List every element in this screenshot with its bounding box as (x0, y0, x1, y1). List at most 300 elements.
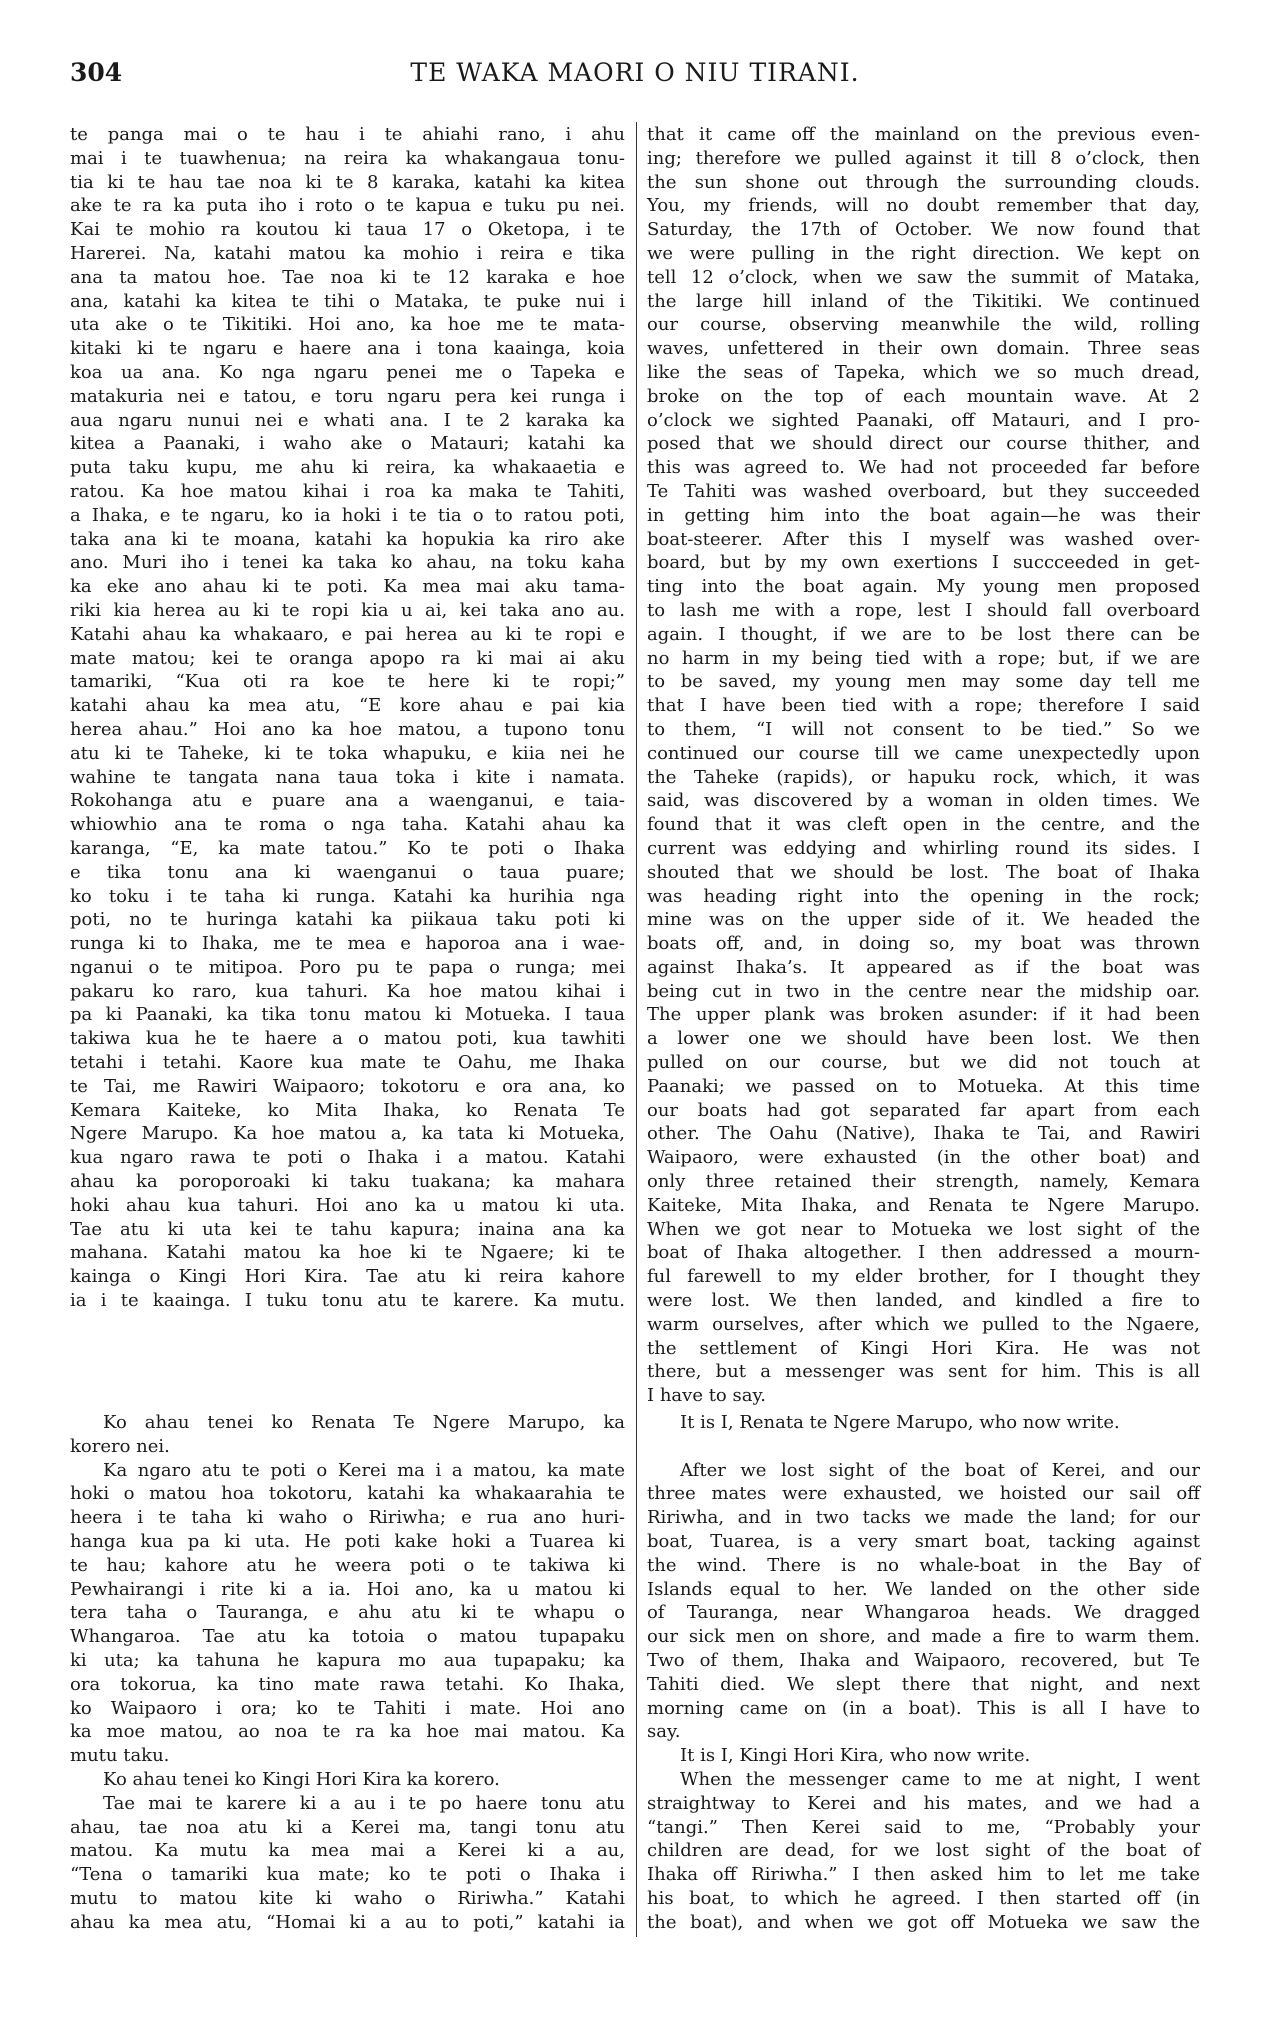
text-line (647, 480, 1200, 504)
text-line-content: his boat, to which he agreed. I then started off (in (647, 1887, 1200, 1909)
text-line-content: ka eke ano ahau ki te poti. Ka mea mai aku tama- (70, 576, 625, 598)
text-line (70, 1122, 625, 1146)
text-line-content: tetahi i tetahi. Kaore kua mate te Oahu, me Ihaka (70, 1052, 625, 1074)
text-line-content: Saturday, the 17th of October. We now found that (647, 219, 1200, 241)
text-line-content: the boat), and when we got off Motueka we saw the (647, 1911, 1200, 1933)
text-line-content: Whangaroa. Tae atu ka totoia o matou tupapaku (70, 1626, 625, 1648)
text-line (647, 885, 1200, 909)
text-line-content: When we got near to Motueka we lost sight of the (647, 1218, 1200, 1240)
text-line (70, 1146, 625, 1170)
text-line (70, 623, 625, 647)
text-line (647, 1768, 1200, 1792)
text-line (647, 1384, 1200, 1408)
text-line (647, 670, 1200, 694)
paragraph (70, 1768, 625, 1792)
text-line (647, 1887, 1200, 1911)
text-line-content: tia ki te hau tae noa ki te 8 karaka, katahi ka kitea (70, 171, 625, 193)
text-line (70, 742, 625, 766)
text-line-content: ful farewell to my elder brother, for I thought they (647, 1266, 1200, 1288)
text-line-content: mutu to matou kite ki waho o Ririwha.” Katahi (70, 1887, 625, 1909)
text-line-content: mine was on the upper side of it. We headed the (647, 909, 1200, 931)
text-line (70, 885, 625, 909)
text-line-content: Kai te mohio ra koutou ki taua 17 o Oketopa, i te (70, 219, 625, 241)
text-line (647, 1241, 1200, 1265)
text-line-content: Harerei. Na, katahi matou ka mohio i reira e tika (70, 242, 625, 264)
text-line (647, 147, 1200, 171)
text-line-content: morning came on (in a boat). This is all I have to (647, 1697, 1200, 1719)
text-line (70, 147, 625, 171)
text-line-content: in getting him into the boat again—he was their (647, 504, 1200, 526)
text-line-content: ing; therefore we pulled against it till 8 o’clock, then (647, 147, 1200, 169)
text-line (70, 1911, 625, 1935)
text-line (647, 766, 1200, 790)
english-column-bottom (647, 1411, 1200, 1935)
text-line (647, 1649, 1200, 1673)
text-line (70, 266, 625, 290)
text-line (647, 1720, 1200, 1744)
text-line-content: Islands equal to her. We landed on the other side (647, 1578, 1200, 1600)
text-line (70, 1839, 625, 1863)
text-line-content: kitaki ki te ngaru e haere ana i tona kaainga, koia (70, 338, 625, 360)
text-line (647, 218, 1200, 242)
text-line (647, 1459, 1200, 1483)
text-line-content: boat, Tuarea, is a very smart boat, tacking against (647, 1530, 1200, 1552)
text-line-content: mai i te tuawhenua; na reira ka whakangaua tonu- (70, 147, 625, 169)
text-line-content: ko toku i te taha ki runga. Katahi ka hurihia nga (70, 885, 625, 907)
text-line-content: this was agreed to. We had not proceeded far before (647, 457, 1200, 479)
text-line-content: Ko ahau tenei ko Kingi Hori Kira ka korero. (103, 1768, 500, 1790)
text-line-content: a Ihaka, e te ngaru, ko ia hoki i te tia o to ratou poti, (70, 504, 625, 526)
text-line (647, 980, 1200, 1004)
text-line-content: no harm in my being tied with a rope; but, if we are (647, 647, 1200, 669)
text-line-content: tamariki, “Kua oti ra koe te here ki te ropi;” (70, 671, 625, 693)
text-line (70, 1194, 625, 1218)
text-line (70, 361, 625, 385)
text-line-content: ahau, tae noa atu ki a Kerei ma, tangi tonu atu (70, 1816, 625, 1838)
text-line (70, 599, 625, 623)
text-line-content: shouted that we should be lost. The boat of Ihaka (647, 861, 1200, 883)
text-line-content: Ririwha, and in two tacks we made the land; for our (647, 1507, 1200, 1529)
text-line-content: mutu taku. (70, 1745, 170, 1767)
text-line (70, 1578, 625, 1602)
text-line-content: e tika tonu ana ki waenganui o taua puare; (70, 861, 625, 883)
text-line-content: herea ahau.” Hoi ano ka hoe matou, a tupono tonu (70, 718, 625, 740)
text-line (70, 551, 625, 575)
text-line-content: whiowhio ana te roma o nga taha. Katahi ahau ka (70, 814, 625, 836)
text-line (70, 123, 625, 147)
text-line (70, 1506, 625, 1530)
text-line-content: Katahi ahau ka whakaaro, e pai herea au ki te ropi e (70, 623, 625, 645)
text-line-content: Ka ngaro atu te poti o Kerei ma i a matou, ka mate (103, 1459, 625, 1481)
text-line-content: ting into the boat again. My young men proposed (647, 576, 1200, 598)
text-line-content: against Ihaka’s. It appeared as if the boat was (647, 956, 1200, 978)
text-line (70, 1411, 625, 1435)
text-line (70, 1051, 625, 1075)
text-line-content: hoki o matou hoa tokotoru, katahi ka whakaarahia te (70, 1483, 625, 1505)
text-line (70, 1744, 625, 1768)
text-line-content: Paanaki; we passed on to Motueka. At this time (647, 1075, 1200, 1097)
text-line-content: takiwa kua he te haere a o matou poti, kua tawhiti (70, 1028, 625, 1050)
text-line (647, 409, 1200, 433)
text-line (647, 789, 1200, 813)
text-line-content: ana, katahi ka kitea te tihi o Mataka, te puke nui i (70, 290, 625, 312)
text-line-content: like the seas of Tapeka, which we so much dread, (647, 361, 1200, 383)
text-line (647, 313, 1200, 337)
text-line (70, 1530, 625, 1554)
text-line-content: Ihaka off Ririwha.” I then asked him to let me take (647, 1864, 1200, 1886)
text-line (70, 1170, 625, 1194)
text-line (70, 480, 625, 504)
text-line-content: Ngere Marupo. Ka hoe matou a, ka tata ki Motueka, (70, 1123, 625, 1145)
text-line-content: that it came off the mainland on the previous even- (647, 124, 1200, 145)
text-line-content: wahine te tangata nana taua toka i kite i namata. (70, 766, 625, 788)
text-line (70, 1673, 625, 1697)
text-line-content: runga ki to Ihaka, me te mea e haporoa ana i wae- (70, 933, 625, 955)
text-line (647, 1530, 1200, 1554)
text-line (70, 1482, 625, 1506)
text-line-content: The upper plank was broken asunder: if it had been (647, 1004, 1200, 1026)
text-line (70, 1601, 625, 1625)
text-line-content: I have to say. (647, 1385, 766, 1407)
text-line (647, 1911, 1200, 1935)
text-line-content: there, but a messenger was sent for him. This is all (647, 1361, 1200, 1383)
text-line-content: a lower one we should have been lost. We then (647, 1028, 1200, 1050)
text-line (647, 1051, 1200, 1075)
text-line-content: continued our course till we came unexpectedly upon (647, 742, 1200, 764)
text-line (70, 980, 625, 1004)
text-line (647, 956, 1200, 980)
text-line (70, 313, 625, 337)
paragraph (70, 1792, 625, 1935)
text-line-content: nganui o te mitipoa. Poro pu te papa o runga; mei (70, 956, 625, 978)
text-line-content: found that it was cleft open in the centre, and the (647, 814, 1200, 836)
text-line (647, 1578, 1200, 1602)
text-line-content: that I have been tied with a rope; therefore I said (647, 695, 1200, 717)
text-line (647, 647, 1200, 671)
text-line-content: korero nei. (70, 1435, 170, 1457)
text-line (70, 1099, 625, 1123)
text-line (70, 337, 625, 361)
maori-column-top (70, 123, 625, 1313)
text-line (647, 1170, 1200, 1194)
text-line-content: we were pulling in the right direction. We kept on (647, 242, 1200, 264)
text-line-content: ora tokorua, ka tino mate rawa tetahi. Ko Ihaka, (70, 1673, 625, 1695)
text-line-content: aua ngaru nunui nei e whati ana. I te 2 karaka ka (70, 409, 625, 431)
text-line-content: tell 12 o’clock, when we saw the summit of Mataka, (647, 266, 1200, 288)
text-line (647, 1194, 1200, 1218)
text-line (70, 1649, 625, 1673)
text-line (647, 1506, 1200, 1530)
text-line-content: When the messenger came to me at night, I went (680, 1768, 1200, 1790)
text-line-content: poti, no te huringa katahi ka piikaua taku poti ki (70, 909, 625, 931)
text-line-content: waves, unfettered in their own domain. Three seas (647, 338, 1200, 360)
text-line-content: was heading right into the opening in the rock; (647, 885, 1200, 907)
text-line (70, 504, 625, 528)
text-line (70, 1265, 625, 1289)
text-line-content: You, my friends, will no doubt remember that day, (647, 195, 1200, 217)
text-line-content: te panga mai o te hau i te ahiahi rano, i ahu (70, 124, 625, 145)
text-line (647, 837, 1200, 861)
text-line-content: current was eddying and whirling round its sides. I (647, 837, 1200, 859)
text-line (647, 1601, 1200, 1625)
text-line (70, 1554, 625, 1578)
text-line-content: being cut in two in the centre near the midship oar. (647, 980, 1200, 1002)
text-line-content: tera taha o Tauranga, e ahu atu ki te whapu o (70, 1602, 625, 1624)
text-line-content: puta taku kupu, me ahu ki reira, ka whakaaetia e (70, 457, 625, 479)
text-line (70, 1792, 625, 1816)
text-line (70, 694, 625, 718)
text-line-content: boat-steerer. After this I myself was washed over- (647, 528, 1200, 550)
paragraph (647, 1459, 1200, 1745)
text-line (647, 171, 1200, 195)
text-line (70, 1075, 625, 1099)
text-line-content: atu ki te Taheke, ki te toka whapuku, e kiia nei he (70, 742, 625, 764)
text-line-content: Two of them, Ihaka and Waipaoro, recovered, but Te (647, 1649, 1200, 1671)
text-line-content: kitea a Paanaki, i waho ake o Matauri; katahi ka (70, 433, 625, 455)
text-line-content: katahi ahau ka mea atu, “E kore ahau e pai kia (70, 695, 625, 717)
text-line (647, 1482, 1200, 1506)
text-line-content: pulled on our course, but we did not touch at (647, 1052, 1200, 1074)
text-line (70, 647, 625, 671)
text-line-content: were lost. We then landed, and kindled a fire to (647, 1290, 1200, 1312)
text-line-content: posed that we should direct our course thither, and (647, 433, 1200, 455)
text-line (647, 1337, 1200, 1361)
text-line (647, 290, 1200, 314)
text-line (647, 1122, 1200, 1146)
english-column-top (647, 123, 1200, 1408)
text-line-content: other. The Oahu (Native), Ihaka te Tai, and Rawiri (647, 1123, 1200, 1145)
text-line (70, 194, 625, 218)
text-line-content: kua ngaro rawa te poti o Ihaka i a matou. Katahi (70, 1147, 625, 1169)
text-line-content: Ko ahau tenei ko Renata Te Ngere Marupo, ka (103, 1412, 625, 1433)
text-line (70, 1720, 625, 1744)
text-line (70, 766, 625, 790)
text-line-content: three mates were exhausted, we hoisted our sail off (647, 1483, 1200, 1505)
text-line-content: taka ana ki te moana, katahi ka hopukia ka riro ake (70, 528, 625, 550)
text-line (70, 789, 625, 813)
paragraph (647, 1744, 1200, 1768)
text-line (647, 1625, 1200, 1649)
text-line-content: Waipaoro, were exhausted (in the other boat) and (647, 1147, 1200, 1169)
text-line (647, 1003, 1200, 1027)
text-line-content: straightway to Kerei and his mates, and we had a (647, 1792, 1200, 1814)
text-line (647, 599, 1200, 623)
text-line (647, 528, 1200, 552)
text-line (70, 1697, 625, 1721)
text-line-content: Te Tahiti was washed overboard, but they succeeded (647, 480, 1200, 502)
text-line-content: said, was discovered by a woman in olden times. We (647, 790, 1200, 812)
text-line (647, 932, 1200, 956)
paragraph (70, 123, 625, 1313)
text-line (647, 1697, 1200, 1721)
text-line (647, 1027, 1200, 1051)
text-line-content: te hau; kahore atu he weera poti o te takiwa ki (70, 1554, 625, 1576)
text-line-content: mahana. Katahi matou ka hoe ki te Ngaere; ki te (70, 1242, 625, 1264)
text-line-content: te Tai, me Rawiri Waipaoro; tokotoru e ora ana, ko (70, 1075, 625, 1097)
text-line (70, 908, 625, 932)
text-line (647, 1411, 1200, 1435)
blank-line (647, 1435, 1200, 1459)
text-line-content: ano. Muri iho i tenei ka taka ko ahau, na toku kaha (70, 552, 625, 574)
text-line (647, 1099, 1200, 1123)
text-line-content: only three retained their strength, namely, Kemara (647, 1171, 1200, 1193)
text-line-content: mate matou; kei te oranga apopo ra ki mai ai aku (70, 647, 625, 669)
text-line-content: koa ua ana. Ko nga ngaru penei me o Tapeka e (70, 361, 625, 383)
text-line (647, 1744, 1200, 1768)
text-line-content: say. (647, 1721, 681, 1743)
text-line (647, 1816, 1200, 1840)
text-line-content: ake te ra ka puta iho i roto o te kapua e tuku pu nei. (70, 195, 625, 217)
text-line-content: our boats had got separated far apart from each (647, 1099, 1200, 1121)
text-line (647, 742, 1200, 766)
text-line-content: o’clock we sighted Paanaki, off Matauri, and I pro- (647, 409, 1200, 431)
text-line-content: children are dead, for we lost sight of the boat of (647, 1840, 1200, 1862)
text-line-content: our course, observing meanwhile the wild, rolling (647, 314, 1200, 336)
text-line-content: Pewhairangi i rite ki a ia. Hoi ano, ka u matou ki (70, 1578, 625, 1600)
text-line (647, 623, 1200, 647)
text-line-content: kainga o Kingi Hori Kira. Tae atu ki reira kahore (70, 1266, 625, 1288)
text-line (647, 123, 1200, 147)
text-line (70, 813, 625, 837)
text-line (70, 837, 625, 861)
text-line (647, 861, 1200, 885)
column-divider (636, 122, 637, 1937)
text-line-content: karanga, “E, ka mate tatou.” Ko te poti o Ihaka (70, 837, 625, 859)
text-line (70, 409, 625, 433)
text-line (647, 1673, 1200, 1697)
text-line (70, 528, 625, 552)
text-line (647, 551, 1200, 575)
text-line (70, 1816, 625, 1840)
text-line-content: boats off, and, in doing so, my boat was thrown (647, 933, 1200, 955)
text-line (647, 1313, 1200, 1337)
running-title: TE WAKA MAORI O NIU TIRANI. (410, 58, 860, 87)
text-line-content: board, but by my own exertions I succceeded in get- (647, 552, 1200, 574)
text-line-content: to lash me with a rope, lest I should fall overboard (647, 599, 1200, 621)
text-line-content: matou. Ka mutu ka mea mai a Kerei ki a au, (70, 1840, 625, 1862)
text-line-content: hanga kua pa ki uta. He poti kake hoki a Tuarea ki (70, 1530, 625, 1552)
text-line (647, 813, 1200, 837)
text-line-content: Kemara Kaiteke, ko Mita Ihaka, ko Renata Te (70, 1099, 625, 1121)
text-line-content: Rokohanga atu e puare ana a waenganui, e taia- (70, 790, 625, 812)
text-line (70, 456, 625, 480)
text-line (70, 1887, 625, 1911)
text-line (70, 385, 625, 409)
text-line (70, 1027, 625, 1051)
text-line-content: ka moe matou, ao noa te ra ka hoe mai matou. Ka (70, 1721, 625, 1743)
text-line (70, 956, 625, 980)
text-line (647, 337, 1200, 361)
text-line-content: ki uta; ka tahuna he kapura mo aua tupapaku; ka (70, 1649, 625, 1671)
text-line (647, 1265, 1200, 1289)
text-line-content: It is I, Kingi Hori Kira, who now write. (680, 1745, 1031, 1767)
text-line (647, 194, 1200, 218)
paragraph (647, 1768, 1200, 1935)
text-line-content: ahau ka poroporoaki ki taku tuakana; ka mahara (70, 1171, 625, 1193)
text-line-content: the Taheke (rapids), or hapuku rock, which, it was (647, 766, 1200, 788)
text-line (647, 1792, 1200, 1816)
text-line (70, 575, 625, 599)
text-line-content: After we lost sight of the boat of Kerei, and our (680, 1459, 1200, 1481)
text-line-content: pakaru ko raro, kua tahuri. Ka hoe matou kihai i (70, 980, 625, 1002)
text-line-content: of Tauranga, near Whangaroa heads. We dragged (647, 1602, 1200, 1624)
text-line (647, 385, 1200, 409)
text-line (647, 1075, 1200, 1099)
text-line (647, 266, 1200, 290)
text-line (647, 1554, 1200, 1578)
text-line (647, 1863, 1200, 1887)
text-line-content: the sun shone out through the surrounding clouds. (647, 171, 1200, 193)
text-line-content: again. I thought, if we are to be lost there can be (647, 623, 1200, 645)
text-line (70, 1003, 625, 1027)
text-line-content: hoki ahau kua tahuri. Hoi ano ka u matou ki uta. (70, 1194, 625, 1216)
text-line (647, 432, 1200, 456)
paragraph (70, 1459, 625, 1768)
text-line-content: the settlement of Kingi Hori Kira. He was not (647, 1337, 1200, 1359)
text-line (70, 218, 625, 242)
text-line-content: boat of Ihaka altogether. I then addressed a mourn- (647, 1242, 1200, 1264)
text-line (647, 1146, 1200, 1170)
maori-column-bottom (70, 1411, 625, 1935)
text-line-content: uta ake o te Tikitiki. Hoi ano, ka hoe me te mata- (70, 314, 625, 336)
paragraph (70, 1411, 625, 1459)
text-line-content: Tahiti died. We slept there that night, and next (647, 1673, 1200, 1695)
text-line (70, 242, 625, 266)
text-line-content: ia i te kaainga. I tuku tonu atu te karere. Ka mutu. (70, 1290, 625, 1312)
text-line (70, 1241, 625, 1265)
text-line (647, 1360, 1200, 1384)
text-line-content: to them, “I will not consent to be tied.” So we (647, 718, 1200, 740)
text-line-content: heera i te taha ki waho o Ririwha; e rua ano huri- (70, 1507, 625, 1529)
text-line-content: matakuria nei e tatou, e toru ngaru pera kei runga i (70, 385, 625, 407)
text-line (647, 361, 1200, 385)
text-line (647, 504, 1200, 528)
text-line-content: pa ki Paanaki, ka tika tonu matou ki Motueka. I taua (70, 1004, 625, 1026)
text-line (70, 670, 625, 694)
page-number: 304 (70, 58, 123, 87)
paragraph (647, 1411, 1200, 1459)
text-line-content: Kaiteke, Mita Ihaka, and Renata te Ngere Marupo. (647, 1194, 1200, 1216)
text-line (70, 1218, 625, 1242)
text-line-content: riki kia herea au ki te ropi kia u ai, kei taka ano au. (70, 599, 625, 621)
text-line (70, 1289, 625, 1313)
text-line-content: ratou. Ka hoe matou kihai i roa ka maka te Tahiti, (70, 480, 625, 502)
text-line (647, 1289, 1200, 1313)
text-line-content: Tae atu ki uta kei te tahu kapura; inaina ana ka (70, 1218, 625, 1240)
text-line (70, 171, 625, 195)
text-line (647, 242, 1200, 266)
paragraph (647, 123, 1200, 1408)
text-line-content: the wind. There is no whale-boat in the Bay of (647, 1554, 1200, 1576)
text-line-content: ko Waipaoro i ora; ko te Tahiti i mate. Hoi ano (70, 1697, 625, 1719)
text-line (647, 718, 1200, 742)
text-line (70, 718, 625, 742)
text-line-content: our sick men on shore, and made a fire to warm them. (647, 1626, 1200, 1648)
text-line (70, 861, 625, 885)
text-line (647, 694, 1200, 718)
text-line-content: to be saved, my young men may some day tell me (647, 671, 1200, 693)
text-line-content: “Tena o tamariki kua mate; ko te poti o Ihaka i (70, 1864, 625, 1886)
text-line-content: ana ta matou hoe. Tae noa ki te 12 karaka e hoe (70, 266, 625, 288)
text-line-content: It is I, Renata te Ngere Marupo, who now write. (680, 1412, 1120, 1433)
text-line-content: “tangi.” Then Kerei said to me, “Probably your (647, 1816, 1200, 1838)
text-line (70, 1625, 625, 1649)
text-line (70, 432, 625, 456)
text-line (70, 1768, 625, 1792)
text-line (647, 1839, 1200, 1863)
text-line-content: Tae mai te karere ki a au i te po haere tonu atu (103, 1792, 625, 1814)
text-line (70, 1863, 625, 1887)
